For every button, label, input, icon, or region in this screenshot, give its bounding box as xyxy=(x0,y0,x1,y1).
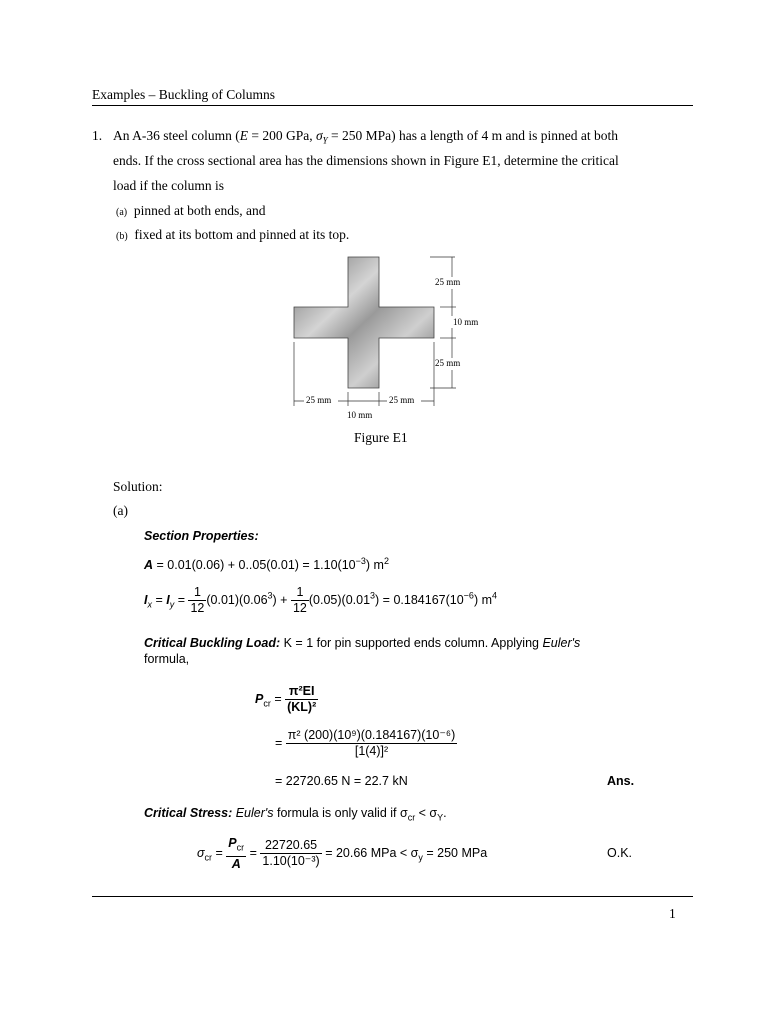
dim-left-label: 25 mm xyxy=(306,395,332,405)
part-a-item: (a) pinned at both ends, and xyxy=(116,203,266,218)
dim-bottom-label: 25 mm xyxy=(435,358,461,368)
footer-rule xyxy=(92,896,693,897)
problem-line-1: An A-36 steel column (E = 200 GPa, $\sigma_Y = 250$ MPa) has a length of 4 m and is pinned at both xyxy=(113,128,618,146)
pcr-formula: $P_{cr}$ = $\frac{\text{π²EI}}{\text{(KL)²}}$ xyxy=(255,684,317,714)
dim-web-label: 10 mm xyxy=(453,317,479,327)
section-properties-heading: Section Properties: xyxy=(144,529,259,543)
part-b-item: (b) fixed at its bottom and pinned at its top. xyxy=(116,227,350,242)
answer-label: Ans. xyxy=(607,774,635,788)
dim-right-label: 25 mm xyxy=(389,395,415,405)
page-number: 1 xyxy=(669,906,676,921)
problem-line-2: ends. If the cross sectional area has the dimensions shown in Figure E1, determine the critical xyxy=(113,153,619,168)
figure-caption: Figure E1 xyxy=(354,430,408,445)
problem-number: 1. xyxy=(92,128,103,143)
problem-line-3: load if the column is xyxy=(113,178,224,193)
area-equation: $A = 0.01(0.06) + 0..05(0.01) = 1.10(10^{-3})$ $m^2$ xyxy=(144,556,389,573)
dim-top-label: 25 mm xyxy=(435,277,461,287)
page-header-title: Examples – Buckling of Columns xyxy=(92,87,275,102)
buckling-heading-line: Critical Buckling Load: K = 1 for pin supported ends column. Applying Euler's xyxy=(144,636,581,650)
solution-label: Solution: xyxy=(113,479,163,494)
header-rule xyxy=(92,105,693,106)
stress-equation: $\sigma_{cr}$ = $\frac{P_{cr}}{A}$ = $\frac{22720.65}{\text{1.10(10⁻³)}}$ = 20.66 MPa < $\sigma_y = 250$ MPa xyxy=(197,836,488,871)
dim-center-label: 10 mm xyxy=(347,410,373,420)
pcr-substitution: = $\frac{\text{π² (200)(10⁹)(0.184167)(10⁻⁶)}}{\text{[1(4)]²}}$ xyxy=(275,728,456,758)
solution-part-a: (a) xyxy=(113,503,128,518)
critical-stress-heading: Critical Stress: Euler's formula is only valid if $\sigma_{cr} < \sigma_Y$. xyxy=(144,806,447,823)
pcr-result: = 22720.65 N = 22.7 kN xyxy=(275,774,408,788)
buckling-formula-word: formula, xyxy=(144,652,190,666)
ok-label: O.K. xyxy=(607,846,633,860)
inertia-equation: $I_x = I_y$ = $\frac{1}{12}$ $(0.01)(0.06^3)$ + $\frac{1}{12}$ $(0.05)(0.01^3) = 0.184167(10^{-6})$ $m^4$ xyxy=(144,585,498,615)
